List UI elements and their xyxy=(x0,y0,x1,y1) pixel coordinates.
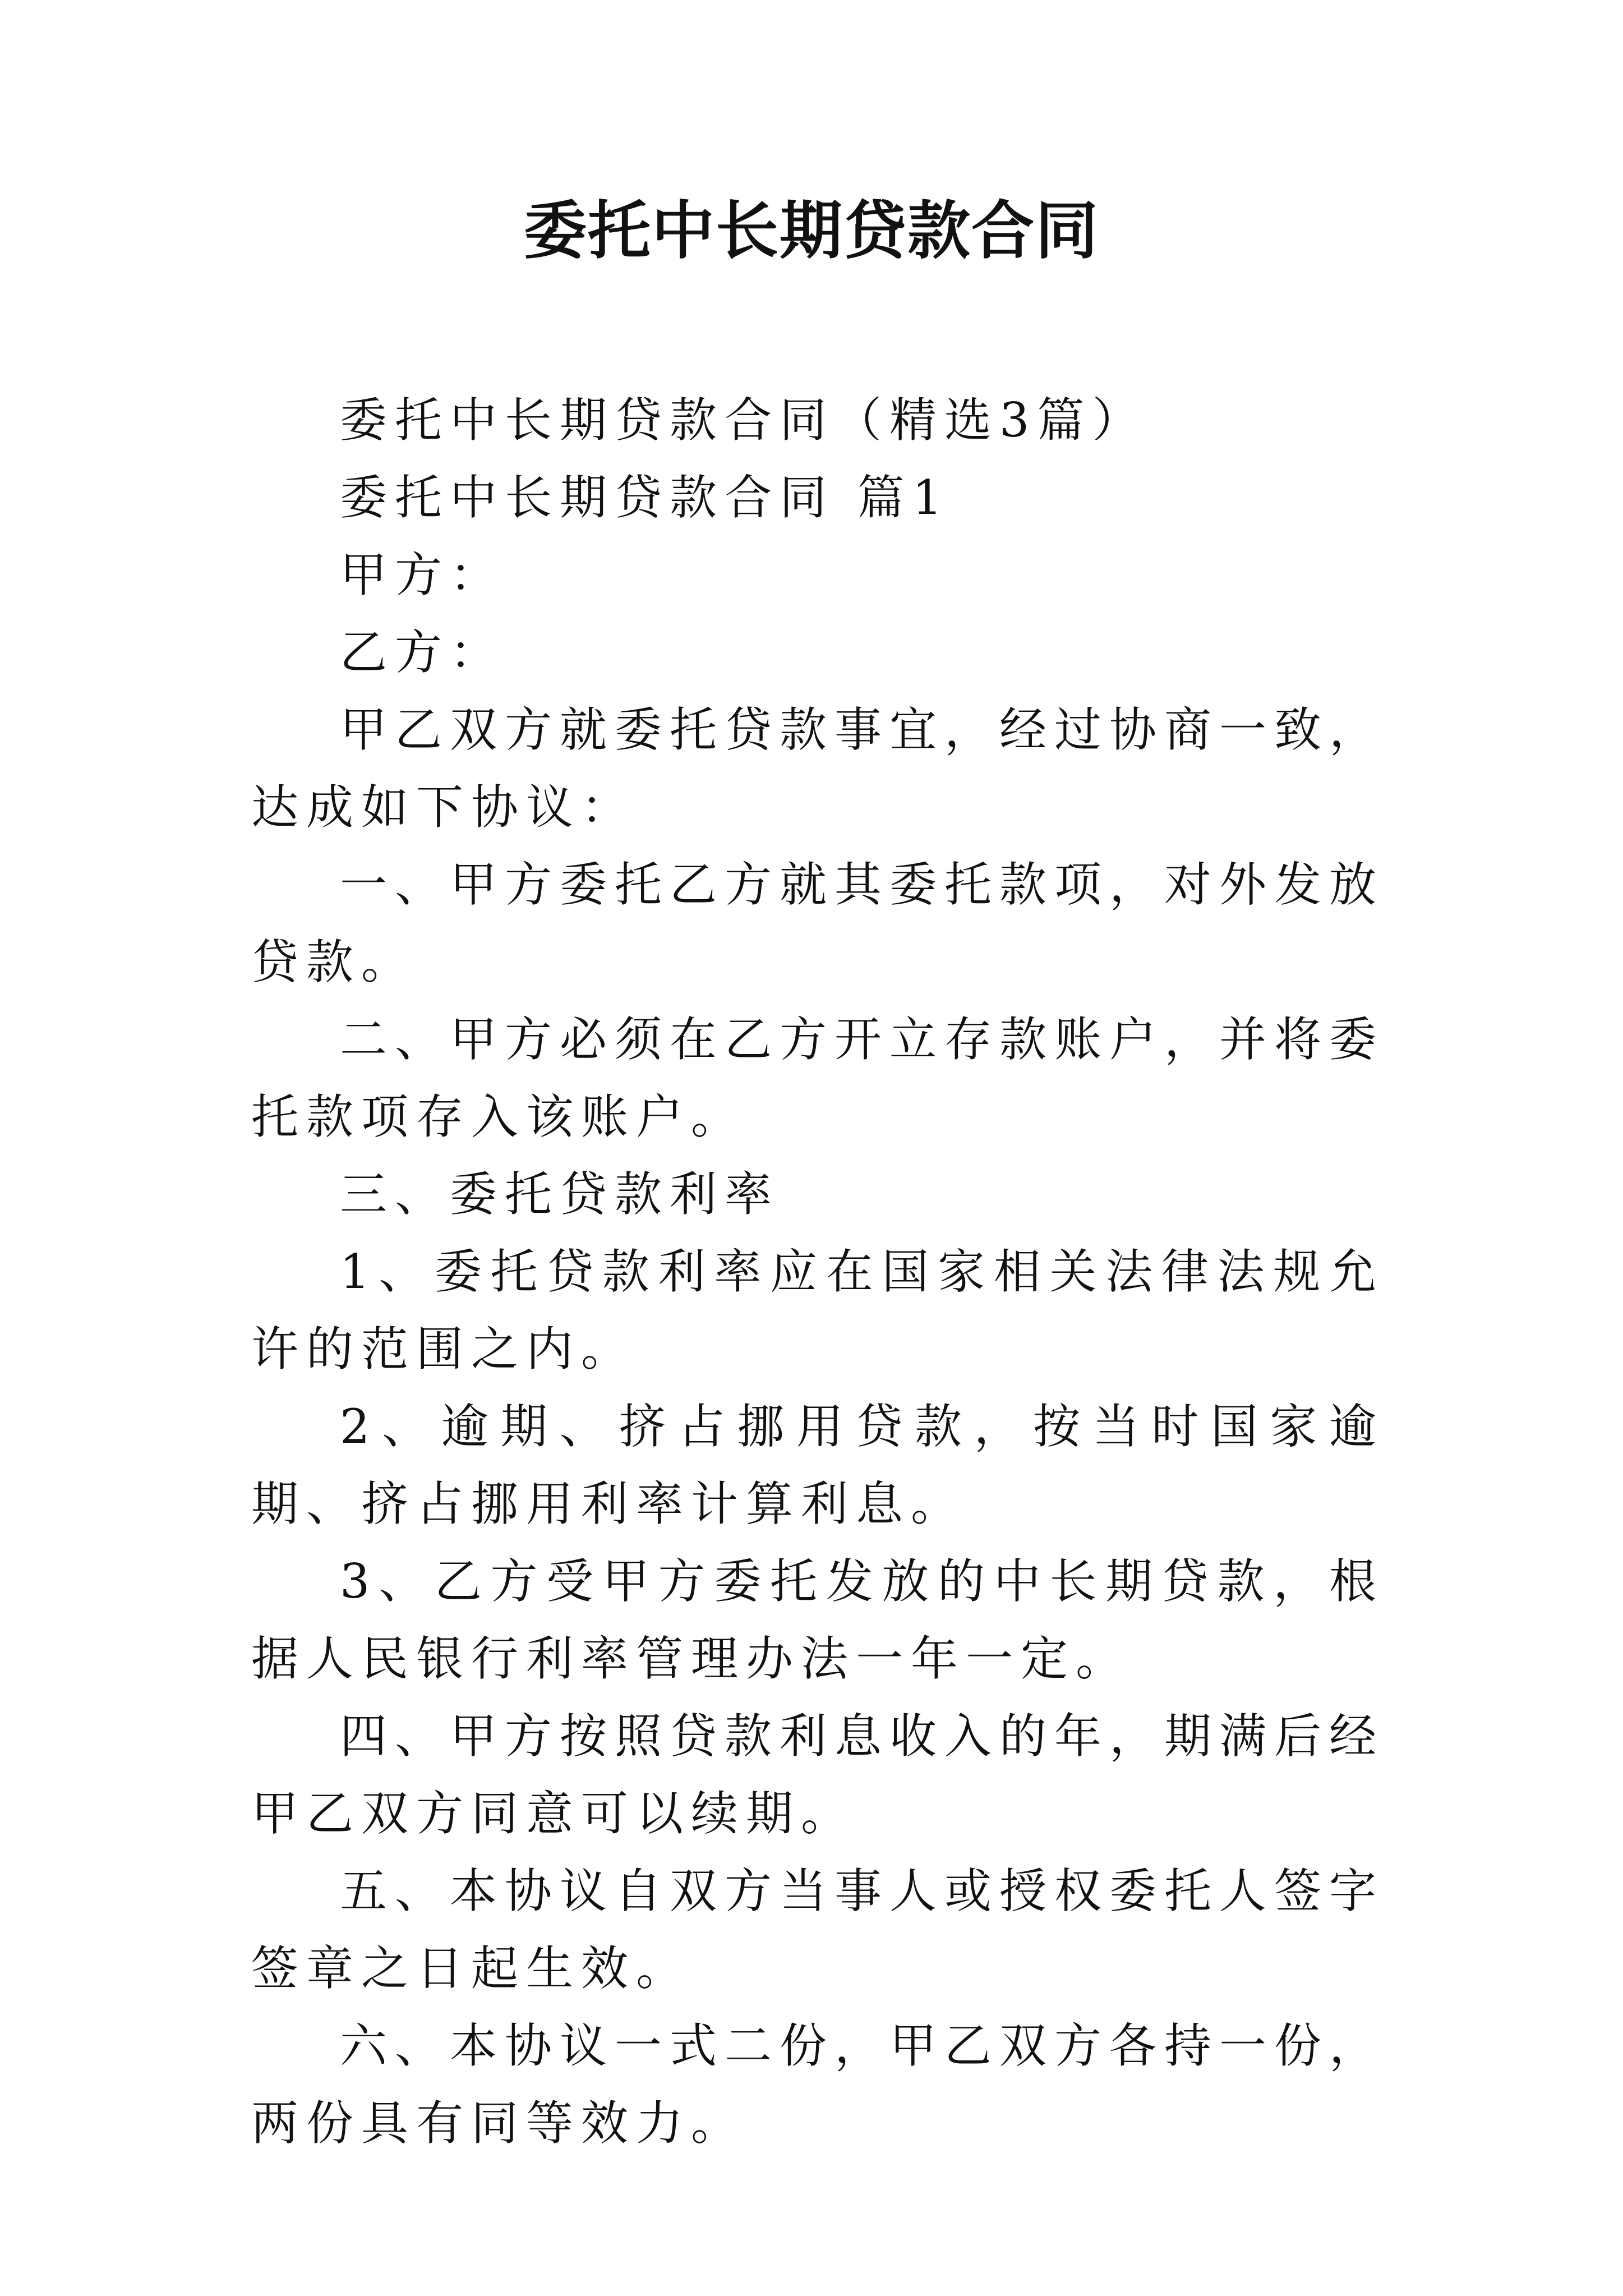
paragraph-clause-2: 二、甲方必须在乙方开立存款账户，并将委托款项存入该账户。 xyxy=(251,1012,1385,1144)
paragraph-party-a: 甲方： xyxy=(340,547,505,602)
document-body xyxy=(251,381,1384,2162)
paragraph-section-heading: 委托中长期贷款合同 篇1 xyxy=(340,470,951,525)
paragraph-party-b: 乙方： xyxy=(340,625,505,680)
paragraph-clause-1: 一、甲方委托乙方就其委托款项，对外发放贷款。 xyxy=(251,857,1385,990)
paragraph-clause-5: 五、本协议自双方当事人或授权委托人签字签章之日起生效。 xyxy=(251,1864,1385,1996)
paragraph-clause-3: 三、委托贷款利率 xyxy=(340,1167,780,1222)
paragraph-clause-3-item-1: 1、委托贷款利率应在国家相关法律法规允许的范围之内。 xyxy=(251,1244,1384,1377)
paragraph-clause-6: 六、本协议一式二份，甲乙双方各持一份，两份具有同等效力。 xyxy=(251,2018,1385,2151)
paragraph-clause-4: 四、甲方按照贷款利息收入的年，期满后经甲乙双方同意可以续期。 xyxy=(251,1709,1385,1841)
paragraph-intro: 甲乙双方就委托贷款事宜，经过协商一致，达成如下协议： xyxy=(251,702,1385,835)
document-title: 委托中长期贷款合同 xyxy=(524,194,1099,268)
paragraph-clause-3-item-3: 3、乙方受甲方委托发放的中长期贷款，根据人民银行利率管理办法一年一定。 xyxy=(251,1554,1384,1686)
paragraph-clause-3-item-2: 2、逾期、挤占挪用贷款，按当时国家逾期、挤占挪用利率计算利息。 xyxy=(251,1399,1384,1531)
paragraph-subtitle: 委托中长期贷款合同（精选3篇） xyxy=(340,393,1147,448)
